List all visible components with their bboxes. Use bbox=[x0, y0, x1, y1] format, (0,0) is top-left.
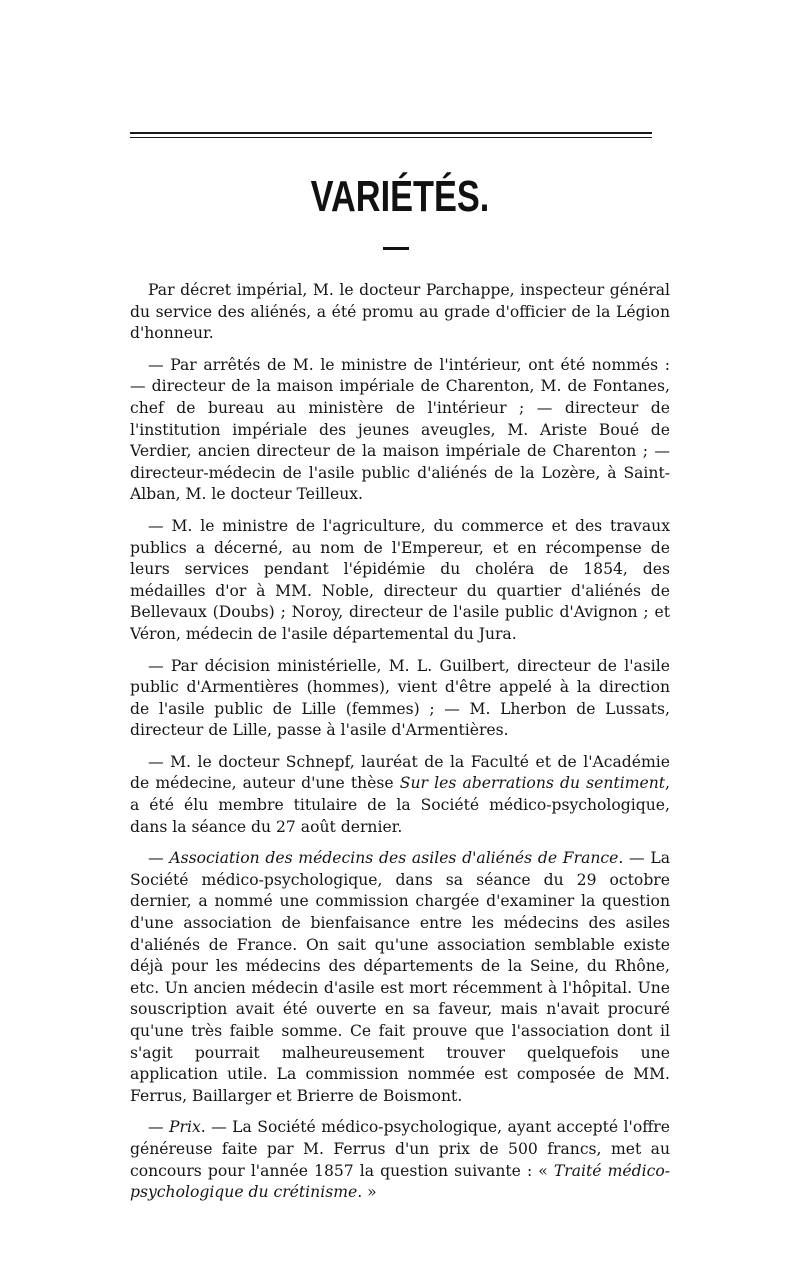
title-dash bbox=[383, 247, 409, 250]
thesis-title: Sur les aberrations du sentiment bbox=[399, 774, 666, 793]
paragraph-prix bbox=[130, 1117, 670, 1203]
paragraph-nominations: — Par arrêtés de M. le ministre de l'intérieur, ont été nommés : — directeur de la maison impériale de Charenton, M. de Fontanes, chef de bureau au ministère de l'intérieur ; — directeur de l'institution impériale des jeunes aveugles, M. Ariste Boué de Verdier, ancien directeur de la maison impériale de Charenton ; — directeur-médecin de l'asile public d'aliénés de la Lozère, à Saint-Alban, M. le docteur Teilleux. bbox=[130, 355, 670, 504]
prix-closing: . » bbox=[357, 1183, 377, 1202]
paragraph-guilbert: — Par décision ministérielle, M. L. Guilbert, directeur de l'asile public d'Armentières (hommes), vient d'être appelé à la direction de l'asile public de Lille (femmes) ; — M. Lherbon de Lussats, directeur de Lille, passe à l'asile d'Armentières. bbox=[130, 656, 670, 740]
article-body bbox=[130, 280, 670, 1214]
top-rule-thin bbox=[130, 137, 652, 138]
paragraph-medals: — M. le ministre de l'agriculture, du commerce et des travaux publics a décerné, au nom de l'Empereur, et en récompense de leurs services pendant l'épidémie du choléra de 1854, des médailles d'or à MM. Noble, directeur du quartier d'aliénés de Bellevaux (Doubs) ; Noroy, directeur de l'asile public d'Avignon ; et Véron, médecin de l'asile départemental du Jura. bbox=[130, 516, 670, 643]
paragraph-parchappe: Par décret impérial, M. le docteur Parchappe, inspecteur général du service des aliénés, a été promu au grade d'officier de la Légion d'honneur. bbox=[130, 281, 670, 343]
section-title: VARIÉTÉS. bbox=[310, 172, 490, 221]
schnepf-text-b: , a été élu membre titulaire de la Société médico-psychologique, dans la séance du 27 août dernier. bbox=[130, 774, 670, 836]
schnepf-text-a: — M. le docteur Schnepf, lauréat de la Faculté et de l'Académie de médecine, auteur d'une thèse bbox=[130, 752, 670, 793]
paragraph-association bbox=[130, 848, 670, 1107]
prix-subject: Traité médico-psychologique du crétinisme bbox=[130, 1161, 670, 1202]
paragraph-schnepf bbox=[130, 752, 670, 838]
association-heading: Association des médecins des asiles d'aliénés de France bbox=[169, 849, 619, 868]
prix-text: . — La Société médico-psychologique, ayant accepté l'offre généreuse faite par M. Ferrus d'un prix de 500 francs, met au concours pour l'année 1857 la question suivante : « bbox=[130, 1118, 670, 1180]
association-dash: — bbox=[148, 849, 170, 868]
association-text: . — La Société médico-psychologique, dans sa séance du 29 octobre dernier, a nommé une commission chargée d'examiner la question d'une association de bienfaisance entre les médecins des asiles d'aliénés de France. On sait qu'une association semblable existe déjà pour les médecins des départements de la Seine, du Rhône, etc. Un ancien médecin d'asile est mort récemment à l'hôpital. Une souscription avait été ouverte en sa faveur, mais n'avait procuré qu'une très faible somme. Ce fait prouve que l'association dont il s'agit pourrait malheureusement trouver quelquefois une application utile. La commission nommée est composée de MM. Ferrus, Baillarger et Brierre de Boismont. bbox=[130, 849, 670, 1105]
prix-heading: Prix bbox=[169, 1118, 201, 1137]
top-rule bbox=[130, 132, 652, 134]
prix-dash: — bbox=[148, 1118, 170, 1137]
